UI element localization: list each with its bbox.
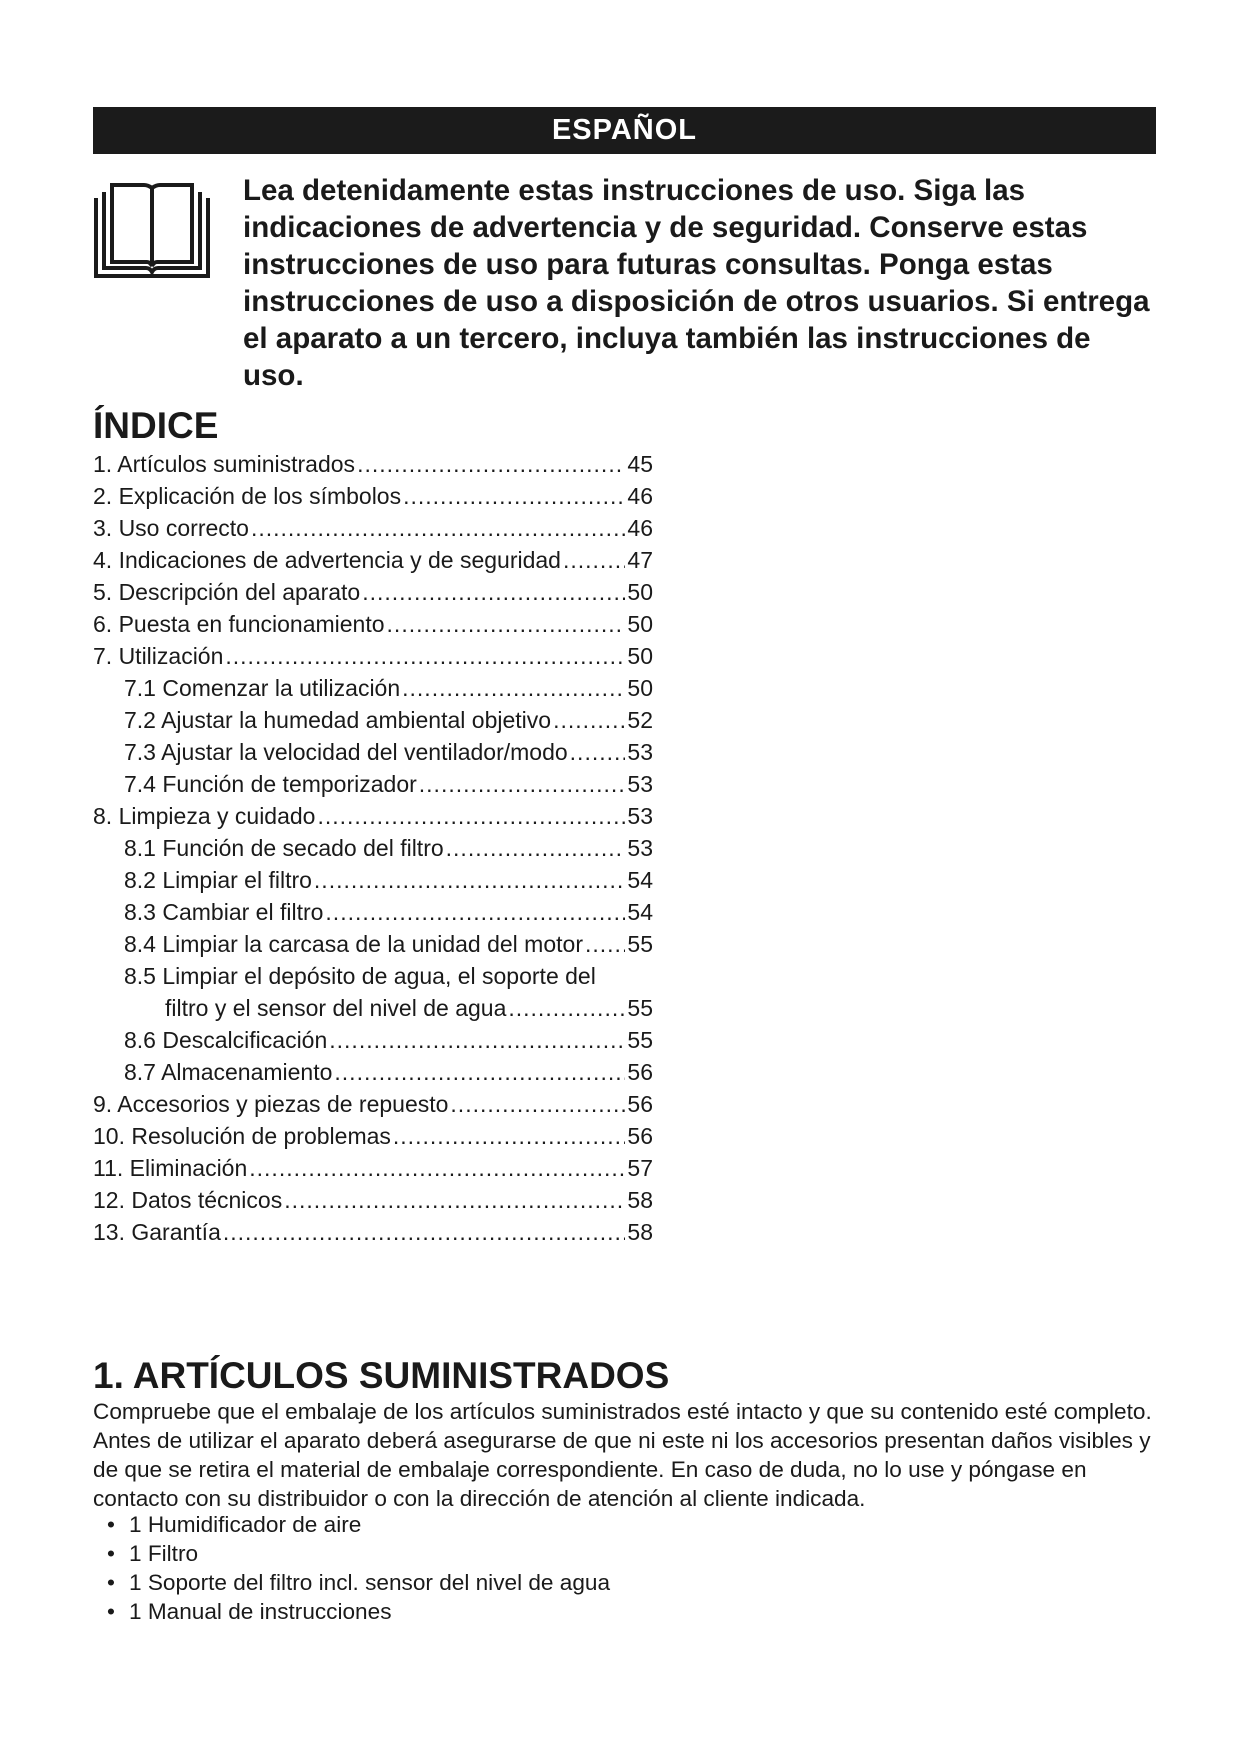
toc-subitem[interactable]: 8.2 Limpiar el filtro ..... 54 — [93, 864, 653, 896]
open-book-icon — [92, 180, 212, 280]
toc-subitem[interactable]: 7.2 Ajustar la humedad ambiental objetivo ..... 52 — [93, 704, 653, 736]
toc-item[interactable]: 2. Explicación de los símbolos ..... 46 — [93, 480, 653, 512]
toc-subitem[interactable]: 7.1 Comenzar la utilización ..... 50 — [93, 672, 653, 704]
bullet-icon: • — [107, 1512, 115, 1537]
table-of-contents — [93, 448, 653, 1248]
list-item: • 1 Manual de instrucciones — [93, 1597, 610, 1626]
bullet-icon: • — [107, 1599, 115, 1624]
bullet-icon: • — [107, 1541, 115, 1566]
toc-subitem[interactable]: 8.7 Almacenamiento ..... 56 — [93, 1056, 653, 1088]
toc-subitem[interactable]: 7.4 Función de temporizador ..... 53 — [93, 768, 653, 800]
toc-subitem[interactable]: 8.1 Función de secado del filtro ..... 53 — [93, 832, 653, 864]
toc-item[interactable]: 8. Limpieza y cuidado ..... 53 — [93, 800, 653, 832]
toc-item[interactable]: 4. Indicaciones de advertencia y de seguridad ..... 47 — [93, 544, 653, 576]
toc-item[interactable]: 13. Garantía ..... 58 — [93, 1216, 653, 1248]
toc-subitem[interactable]: 8.4 Limpiar la carcasa de la unidad del motor ..... 55 — [93, 928, 653, 960]
supplied-items-list — [93, 1510, 610, 1626]
toc-item[interactable]: 12. Datos técnicos ..... 58 — [93, 1184, 653, 1216]
toc-item[interactable]: 9. Accesorios y piezas de repuesto ..... 56 — [93, 1088, 653, 1120]
toc-item[interactable]: 1. Artículos suministrados ..... 45 — [93, 448, 653, 480]
bullet-icon: • — [107, 1570, 115, 1595]
toc-item[interactable]: 7. Utilización ..... 50 — [93, 640, 653, 672]
list-item: • 1 Soporte del filtro incl. sensor del nivel de agua — [93, 1568, 610, 1597]
toc-item[interactable]: 5. Descripción del aparato ..... 50 — [93, 576, 653, 608]
section-body: Compruebe que el embalaje de los artículos suministrados esté intacto y que su contenido esté completo. Antes de utilizar el aparato deberá asegurarse de que ni este ni los accesorios presentan daños visibles y de que se retira el material de embalaje correspondiente. En caso de duda, no lo use y póngase en contacto con su distribuidor o con la dirección de atención al cliente indicada. — [93, 1399, 1152, 1511]
toc-item[interactable]: 6. Puesta en funcionamiento ..... 50 — [93, 608, 653, 640]
language-header: ESPAÑOL — [93, 107, 1156, 154]
toc-subitem[interactable]: 7.3 Ajustar la velocidad del ventilador/modo ..... 53 — [93, 736, 653, 768]
toc-title: ÍNDICE — [93, 405, 219, 446]
list-item: • 1 Filtro — [93, 1539, 610, 1568]
toc-item[interactable]: 3. Uso correcto ..... 46 — [93, 512, 653, 544]
toc-subitem[interactable]: 8.5 Limpiar el depósito de agua, el soporte del — [124, 963, 596, 989]
section-title: 1. ARTÍCULOS SUMINISTRADOS — [93, 1355, 670, 1396]
toc-subitem-continued[interactable]: filtro y el sensor del nivel de agua ..... 55 — [93, 992, 653, 1024]
toc-subitem[interactable]: 8.3 Cambiar el filtro ..... 54 — [93, 896, 653, 928]
toc-item[interactable]: 11. Eliminación ..... 57 — [93, 1152, 653, 1184]
intro-text: Lea detenidamente estas instrucciones de uso. Siga las indicaciones de advertencia y de seguridad. Conserve estas instrucciones de uso para futuras consultas. Ponga estas instrucciones de uso a disposición de otros usuarios. Si entrega el aparato a un tercero, incluya también las instrucciones de uso. — [243, 174, 1150, 392]
list-item: • 1 Humidificador de aire — [93, 1510, 610, 1539]
toc-item[interactable]: 10. Resolución de problemas ..... 56 — [93, 1120, 653, 1152]
toc-subitem[interactable]: 8.6 Descalcificación ..... 55 — [93, 1024, 653, 1056]
